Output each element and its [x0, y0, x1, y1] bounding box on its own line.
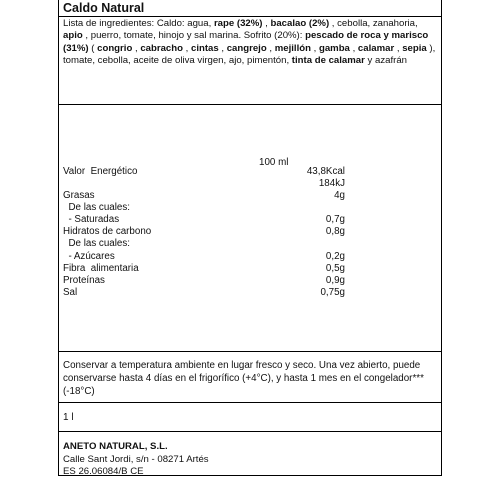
ingredient-text: (	[88, 42, 98, 54]
nutrient-label: De las cuales:	[63, 238, 130, 249]
ingredient-highlight: gamba	[318, 42, 350, 54]
nutrient-label: De las cuales:	[63, 202, 130, 213]
conservation-text: Conservar a temperatura ambiente en lugar fresco y seco. Una vez abierto, puede conservarse hasta 4 días en el frigorífico (+4°C), y hasta 1 mes en el congelador*** (-18°C)	[63, 360, 424, 397]
nutrient-label: - Saturadas	[63, 214, 120, 225]
ingredient-text: ,	[218, 42, 227, 54]
maker-registry: ES 26.06084/B CE	[63, 466, 144, 477]
ingredients-text	[63, 18, 439, 68]
ingredient-highlight: tinta de calamar	[291, 55, 365, 67]
nutrient-label: - Azúcares	[63, 251, 115, 262]
ingredient-highlight: mejillón	[274, 42, 311, 54]
nutrient-value: 0,75g	[320, 287, 345, 298]
nutrition-header: 100 ml	[259, 157, 289, 168]
maker-address: Calle Sant Jordi, s/n - 08271 Artés	[63, 454, 209, 465]
nutrient-label: Grasas	[63, 190, 95, 201]
nutrient-value: 0,9g	[325, 275, 345, 286]
ingredient-highlight: pescado de roca y marisco (31%)	[63, 30, 429, 54]
nutrient-label: Valor Energético	[63, 166, 138, 177]
ingredient-text: , puerro, tomate, hinojo y sal marina. Sofrito (20%):	[82, 30, 306, 42]
ingredient-text: ,	[266, 42, 275, 54]
nutrient-label: Fibra alimentaria	[63, 263, 139, 274]
ingredient-highlight: apio	[63, 30, 83, 42]
ingredient-text: ,	[182, 42, 191, 54]
ingredient-text: ,	[394, 42, 403, 54]
volume-row	[59, 403, 441, 432]
maker-row	[59, 432, 441, 476]
ingredient-highlight: cangrejo	[226, 42, 267, 54]
ingredient-highlight: cabracho	[140, 42, 183, 54]
nutrient-value: 0,7g	[325, 214, 345, 225]
product-title: Caldo Natural	[63, 1, 145, 15]
ingredient-highlight: rape (32%)	[213, 18, 263, 29]
nutrient-value: 184kJ	[318, 178, 345, 189]
ingredient-text: Lista de ingredientes: Caldo: agua,	[63, 18, 214, 29]
ingredient-highlight: calamar	[357, 42, 395, 54]
nutrient-value: 4g	[334, 190, 345, 201]
nutrient-label: Sal	[63, 287, 78, 298]
ingredient-text: ), tomate, cebolla, aceite de oliva virgen, ajo, pimentón,	[63, 42, 436, 67]
ingredient-text: y azafrán	[364, 55, 407, 67]
nutrient-value: 0,2g	[325, 251, 345, 262]
ingredients-row	[59, 17, 441, 105]
volume: 1 l	[63, 412, 74, 423]
ingredient-highlight: cintas	[190, 42, 219, 54]
conservation-row	[59, 352, 441, 403]
ingredient-highlight: congrio	[97, 42, 133, 54]
ingredient-highlight: bacalao (2%)	[270, 18, 330, 29]
nutrition-row	[59, 105, 441, 352]
ingredient-highlight: sepia	[402, 42, 427, 54]
label-table	[58, 0, 442, 476]
title-row	[59, 0, 441, 17]
ingredient-text: ,	[132, 42, 141, 54]
nutrient-value: 43,8Kcal	[306, 166, 345, 177]
maker-name: ANETO NATURAL, S.L.	[63, 441, 168, 452]
nutrient-value: 0,8g	[325, 226, 345, 237]
ingredient-text: , cebolla, zanahoria,	[329, 18, 418, 29]
nutrient-label: Proteínas	[63, 275, 105, 286]
ingredient-text: ,	[310, 42, 319, 54]
nutrient-label: Hidratos de carbono	[63, 226, 152, 237]
nutrient-value: 0,5g	[325, 263, 345, 274]
ingredient-text: ,	[349, 42, 358, 54]
ingredient-text: ,	[262, 18, 271, 29]
